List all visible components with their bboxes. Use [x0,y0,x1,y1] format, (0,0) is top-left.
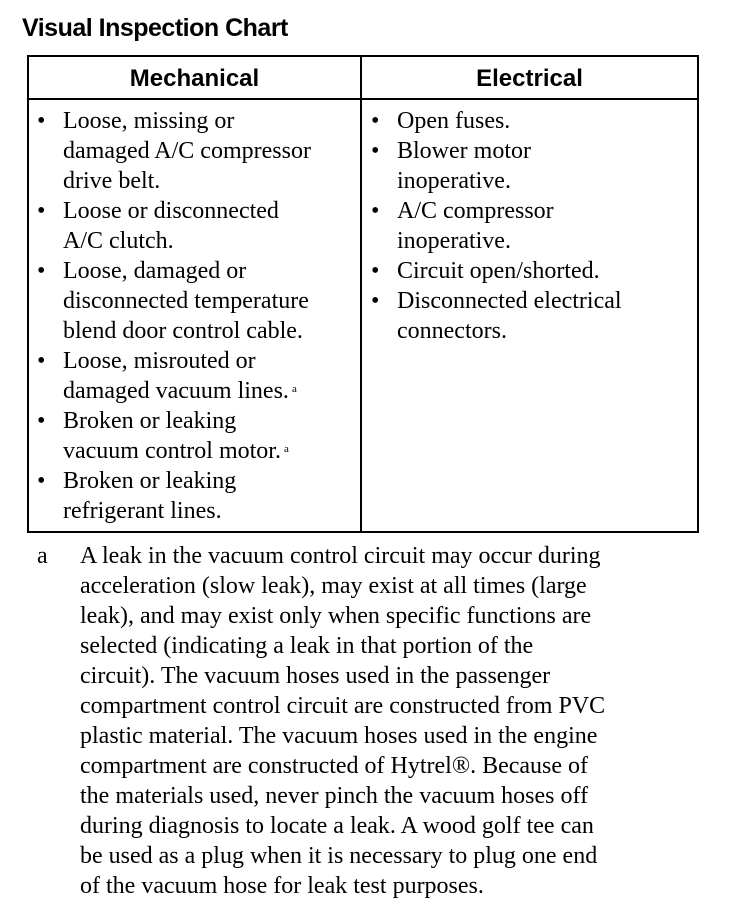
mechanical-item-line: damaged A/C compressor [63,138,311,164]
bullet-icon: • [371,198,380,224]
electrical-column-header: Electrical [476,65,583,92]
mechanical-item-line: damaged vacuum lines. $^a$ [63,378,297,404]
footnote-line: leak), and may exist only when specific functions are [80,603,592,629]
mechanical-item-line: Broken or leaking [63,468,237,494]
mechanical-item-line: Loose, misrouted or [63,348,256,374]
footnote-line: circuit). The vacuum hoses used in the passenger [80,663,551,689]
mechanical-item-line: A/C clutch. [63,228,174,254]
mechanical-item-line: refrigerant lines. [63,498,222,524]
electrical-list-item [371,256,693,286]
mechanical-items-list [37,106,359,526]
footnote-line: A leak in the vacuum control circuit may occur during [80,543,601,569]
footnote-reference: a [291,383,297,395]
mechanical-column-header: Mechanical [129,65,260,92]
mechanical-list-item [37,106,359,196]
footnote-line: be used as a plug when it is necessary to plug one end [80,843,598,869]
footnote-line: during diagnosis to locate a leak. A wood golf tee can [80,813,594,839]
mechanical-item-line: Loose, missing or [63,108,235,134]
footnote-line: plastic material. The vacuum hoses used in the engine [80,723,598,749]
bullet-icon: • [371,288,380,314]
column-divider [360,57,362,531]
bullet-icon: • [371,108,380,134]
electrical-item-line: connectors. [397,318,507,344]
bullet-icon: • [37,468,46,494]
footnote-line: selected (indicating a leak in that portion of the [80,633,534,659]
mechanical-item-line: vacuum control motor. $^a$ [63,438,289,464]
mechanical-item-line: disconnected temperature [63,288,309,314]
mechanical-item-line: drive belt. [63,168,161,194]
footnote-line: the materials used, never pinch the vacuum hoses off [80,783,589,809]
footnote-line: of the vacuum hose for leak test purposes. [80,873,484,899]
electrical-list-item [371,286,693,346]
mechanical-item-line: Loose or disconnected [63,198,279,224]
header-rule [29,98,697,100]
bullet-icon: • [371,258,380,284]
electrical-item-line: A/C compressor [397,198,554,224]
mechanical-list-item [37,346,359,406]
electrical-list-item [371,136,693,196]
bullet-icon: • [37,198,46,224]
page-title: Visual Inspection Chart [22,14,288,42]
electrical-item-line: inoperative. [397,168,511,194]
electrical-items-list [371,106,693,346]
electrical-list-item [371,196,693,256]
footnote-text [80,541,717,901]
inspection-chart-table [27,55,699,533]
footnote-line: acceleration (slow leak), may exist at all times (large [80,573,587,599]
bullet-icon: • [371,138,380,164]
mechanical-list-item [37,466,359,526]
mechanical-list-item [37,406,359,466]
electrical-item-line: Open fuses. [397,108,511,134]
footnote [37,541,717,901]
footnote-reference: a [283,443,289,455]
footnote-line: compartment control circuit are constructed from PVC [80,693,606,719]
footnote-line: compartment are constructed of Hytrel®. Because of [80,753,589,779]
bullet-icon: • [37,408,46,434]
mechanical-item-line: Loose, damaged or [63,258,247,284]
mechanical-item-line: Broken or leaking [63,408,237,434]
mechanical-item-line: blend door control cable. [63,318,303,344]
bullet-icon: • [37,108,46,134]
mechanical-list-item [37,196,359,256]
bullet-icon: • [37,348,46,374]
electrical-item-line: inoperative. [397,228,511,254]
bullet-icon: • [37,258,46,284]
electrical-item-line: Disconnected electrical [397,288,622,314]
electrical-item-line: Blower motor [397,138,531,164]
electrical-list-item [371,106,693,136]
electrical-item-line: Circuit open/shorted. [397,258,600,284]
footnote-marker: a [37,543,48,569]
mechanical-list-item [37,256,359,346]
